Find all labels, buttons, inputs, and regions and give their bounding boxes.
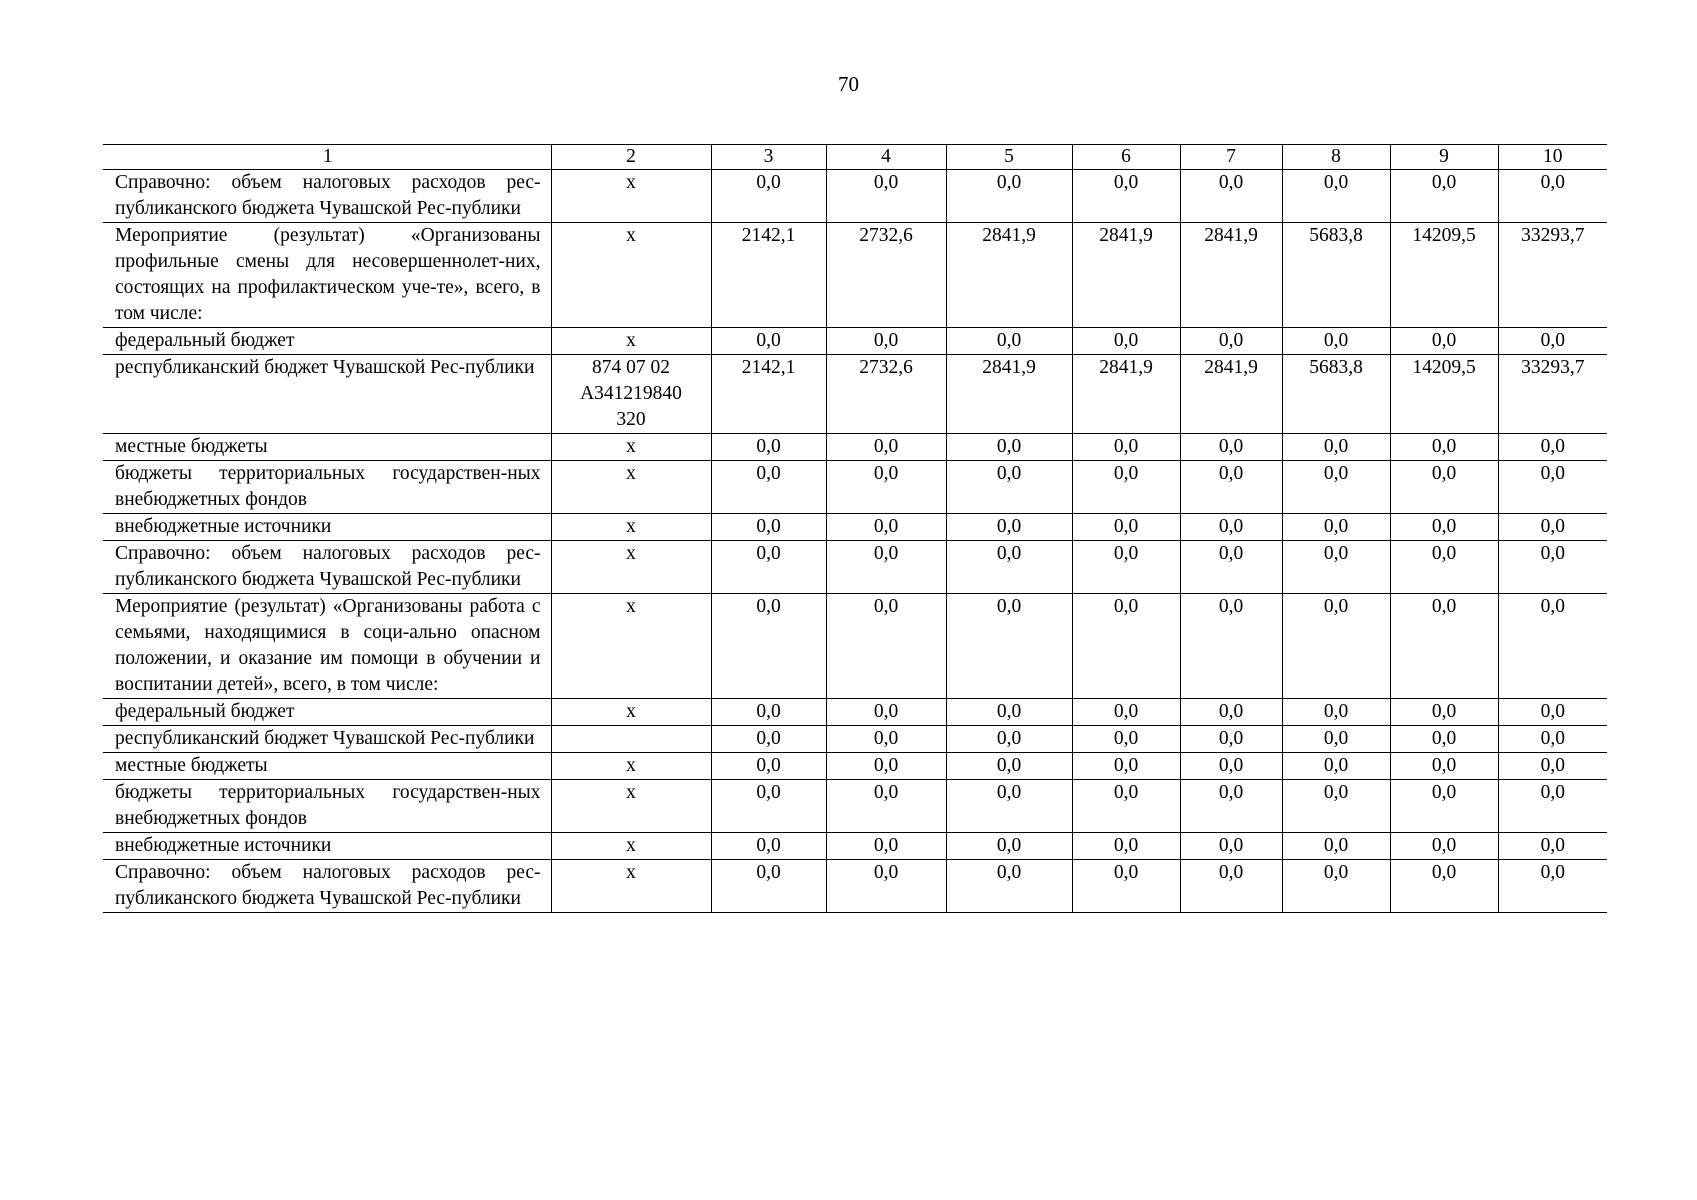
value-cell: 0,0 [1282,699,1390,726]
value-cell: 33293,7 [1498,355,1607,434]
value-cell: 0,0 [1498,780,1607,833]
value-cell: 2841,9 [1072,223,1180,328]
value-cell: 0,0 [1072,170,1180,223]
value-cell: 0,0 [826,170,946,223]
value-cell: 0,0 [1498,753,1607,780]
value-cell: 0,0 [1498,170,1607,223]
row-label-cell: Справочно: объем налоговых расходов рес-публиканского бюджета Чувашской Рес-публики [103,860,551,913]
value-cell: 0,0 [1282,594,1390,699]
budget-code-cell: x [551,753,711,780]
table-row [103,753,1607,780]
value-cell: 0,0 [826,594,946,699]
value-cell: 0,0 [946,434,1072,461]
table-row [103,699,1607,726]
value-cell: 0,0 [826,328,946,355]
value-cell: 2841,9 [1180,355,1282,434]
value-cell: 0,0 [1282,833,1390,860]
value-cell: 0,0 [1498,699,1607,726]
budget-code-cell [551,726,711,753]
value-cell: 0,0 [711,170,826,223]
table-row [103,833,1607,860]
value-cell: 0,0 [1390,780,1498,833]
value-cell: 0,0 [946,753,1072,780]
value-cell: 0,0 [1072,860,1180,913]
value-cell: 0,0 [711,434,826,461]
budget-code-cell: x [551,461,711,514]
value-cell: 0,0 [826,514,946,541]
value-cell: 0,0 [1072,541,1180,594]
value-cell: 0,0 [711,726,826,753]
value-cell: 0,0 [1390,699,1498,726]
value-cell: 0,0 [1180,726,1282,753]
row-label-cell: внебюджетные источники [103,514,551,541]
column-header-1: 1 [103,145,551,170]
value-cell: 0,0 [946,726,1072,753]
value-cell: 0,0 [1072,461,1180,514]
value-cell: 0,0 [946,833,1072,860]
value-cell: 33293,7 [1498,223,1607,328]
table-row [103,223,1607,328]
table-row [103,514,1607,541]
value-cell: 0,0 [1390,833,1498,860]
value-cell: 0,0 [826,541,946,594]
value-cell: 0,0 [1390,434,1498,461]
row-label-cell: федеральный бюджет [103,699,551,726]
value-cell: 0,0 [711,541,826,594]
value-cell: 0,0 [1390,514,1498,541]
value-cell: 0,0 [1282,780,1390,833]
value-cell: 0,0 [826,726,946,753]
value-cell: 0,0 [1072,753,1180,780]
value-cell: 0,0 [1072,514,1180,541]
value-cell: 2841,9 [946,223,1072,328]
value-cell: 0,0 [711,594,826,699]
row-label-cell: Справочно: объем налоговых расходов рес-публиканского бюджета Чувашской Рес-публики [103,541,551,594]
column-header-9: 9 [1390,145,1498,170]
column-header-8: 8 [1282,145,1390,170]
value-cell: 2732,6 [826,355,946,434]
row-label-cell: Мероприятие (результат) «Организованы работа с семьями, находящимися в соци-ально опасном положении, и оказание им помощи в обучении и воспитании детей», всего, в том числе: [103,594,551,699]
row-label-cell: бюджеты территориальных государствен-ных внебюджетных фондов [103,461,551,514]
table-row [103,860,1607,913]
value-cell: 0,0 [1072,594,1180,699]
value-cell: 0,0 [1390,461,1498,514]
value-cell: 0,0 [826,699,946,726]
row-label-cell: бюджеты территориальных государствен-ных внебюджетных фондов [103,780,551,833]
value-cell: 0,0 [1390,594,1498,699]
value-cell: 0,0 [1180,699,1282,726]
column-header-6: 6 [1072,145,1180,170]
budget-code-cell: 874 07 02 А341219840 320 [551,355,711,434]
value-cell: 0,0 [1282,753,1390,780]
value-cell: 0,0 [1072,434,1180,461]
value-cell: 0,0 [826,833,946,860]
value-cell: 0,0 [1180,434,1282,461]
value-cell: 0,0 [1180,541,1282,594]
budget-table [103,144,1607,913]
value-cell: 0,0 [1282,170,1390,223]
value-cell: 14209,5 [1390,355,1498,434]
value-cell: 2732,6 [826,223,946,328]
value-cell: 0,0 [1180,780,1282,833]
page-number: 70 [838,72,859,96]
value-cell: 0,0 [1072,699,1180,726]
value-cell: 0,0 [1498,594,1607,699]
value-cell: 0,0 [946,461,1072,514]
value-cell: 0,0 [711,753,826,780]
value-cell: 0,0 [1498,434,1607,461]
value-cell: 0,0 [946,780,1072,833]
value-cell: 0,0 [1498,461,1607,514]
row-label-cell: Справочно: объем налоговых расходов рес-публиканского бюджета Чувашской Рес-публики [103,170,551,223]
value-cell: 0,0 [1282,514,1390,541]
value-cell: 0,0 [1390,860,1498,913]
value-cell: 0,0 [1282,434,1390,461]
value-cell: 0,0 [946,699,1072,726]
row-label-cell: внебюджетные источники [103,833,551,860]
value-cell: 0,0 [711,780,826,833]
budget-code-cell: x [551,833,711,860]
column-header-7: 7 [1180,145,1282,170]
budget-code-cell: x [551,780,711,833]
value-cell: 14209,5 [1390,223,1498,328]
value-cell: 0,0 [711,514,826,541]
value-cell: 0,0 [1390,170,1498,223]
row-label-cell: федеральный бюджет [103,328,551,355]
value-cell: 0,0 [711,461,826,514]
value-cell: 0,0 [1180,860,1282,913]
value-cell: 5683,8 [1282,223,1390,328]
column-header-5: 5 [946,145,1072,170]
value-cell: 0,0 [1390,328,1498,355]
value-cell: 5683,8 [1282,355,1390,434]
value-cell: 0,0 [1072,328,1180,355]
row-label-cell: республиканский бюджет Чувашской Рес-публики [103,355,551,434]
table-row [103,780,1607,833]
value-cell: 0,0 [1180,461,1282,514]
value-cell: 0,0 [1282,541,1390,594]
row-label-cell: местные бюджеты [103,434,551,461]
value-cell: 0,0 [1282,461,1390,514]
table-row [103,594,1607,699]
value-cell: 0,0 [1390,541,1498,594]
value-cell: 0,0 [711,833,826,860]
value-cell: 0,0 [1282,328,1390,355]
value-cell: 0,0 [826,461,946,514]
value-cell: 0,0 [1180,594,1282,699]
value-cell: 0,0 [1390,753,1498,780]
table-row [103,328,1607,355]
value-cell: 0,0 [1180,170,1282,223]
value-cell: 0,0 [1498,328,1607,355]
budget-code-cell: x [551,699,711,726]
value-cell: 0,0 [1498,541,1607,594]
budget-code-cell: x [551,328,711,355]
table-row [103,461,1607,514]
value-cell: 0,0 [826,753,946,780]
row-label-cell: Мероприятие (результат) «Организованы профильные смены для несовершеннолет-них, состоящих на профилактическом уче-те», всего, в том числе: [103,223,551,328]
table-row [103,355,1607,434]
value-cell: 0,0 [946,170,1072,223]
row-label-cell: республиканский бюджет Чувашской Рес-публики [103,726,551,753]
row-label-cell: местные бюджеты [103,753,551,780]
table-body [103,170,1607,913]
budget-code-cell: x [551,223,711,328]
table-row [103,170,1607,223]
value-cell: 0,0 [1180,833,1282,860]
budget-code-cell: x [551,434,711,461]
value-cell: 0,0 [1180,753,1282,780]
value-cell: 2142,1 [711,223,826,328]
value-cell: 0,0 [826,434,946,461]
value-cell: 0,0 [1180,328,1282,355]
table-row [103,541,1607,594]
value-cell: 0,0 [1180,514,1282,541]
value-cell: 0,0 [1498,833,1607,860]
value-cell: 0,0 [1390,726,1498,753]
column-header-10: 10 [1498,145,1607,170]
table-row [103,726,1607,753]
column-header-4: 4 [826,145,946,170]
value-cell: 0,0 [1282,860,1390,913]
value-cell: 0,0 [1498,514,1607,541]
value-cell: 2841,9 [1072,355,1180,434]
table-header-row [103,145,1607,170]
value-cell: 0,0 [826,780,946,833]
budget-code-cell: x [551,514,711,541]
value-cell: 2841,9 [946,355,1072,434]
value-cell: 0,0 [711,328,826,355]
column-header-2: 2 [551,145,711,170]
value-cell: 0,0 [1282,726,1390,753]
value-cell: 0,0 [711,699,826,726]
value-cell: 0,0 [711,860,826,913]
budget-code-cell: x [551,170,711,223]
value-cell: 0,0 [1498,726,1607,753]
value-cell: 0,0 [1072,780,1180,833]
value-cell: 2142,1 [711,355,826,434]
budget-code-cell: x [551,594,711,699]
value-cell: 0,0 [946,328,1072,355]
value-cell: 0,0 [1498,860,1607,913]
table-row [103,434,1607,461]
value-cell: 2841,9 [1180,223,1282,328]
budget-code-cell: x [551,860,711,913]
budget-code-cell: x [551,541,711,594]
value-cell: 0,0 [1072,833,1180,860]
value-cell: 0,0 [946,541,1072,594]
value-cell: 0,0 [946,860,1072,913]
value-cell: 0,0 [1072,726,1180,753]
value-cell: 0,0 [826,860,946,913]
value-cell: 0,0 [946,514,1072,541]
value-cell: 0,0 [946,594,1072,699]
column-header-3: 3 [711,145,826,170]
